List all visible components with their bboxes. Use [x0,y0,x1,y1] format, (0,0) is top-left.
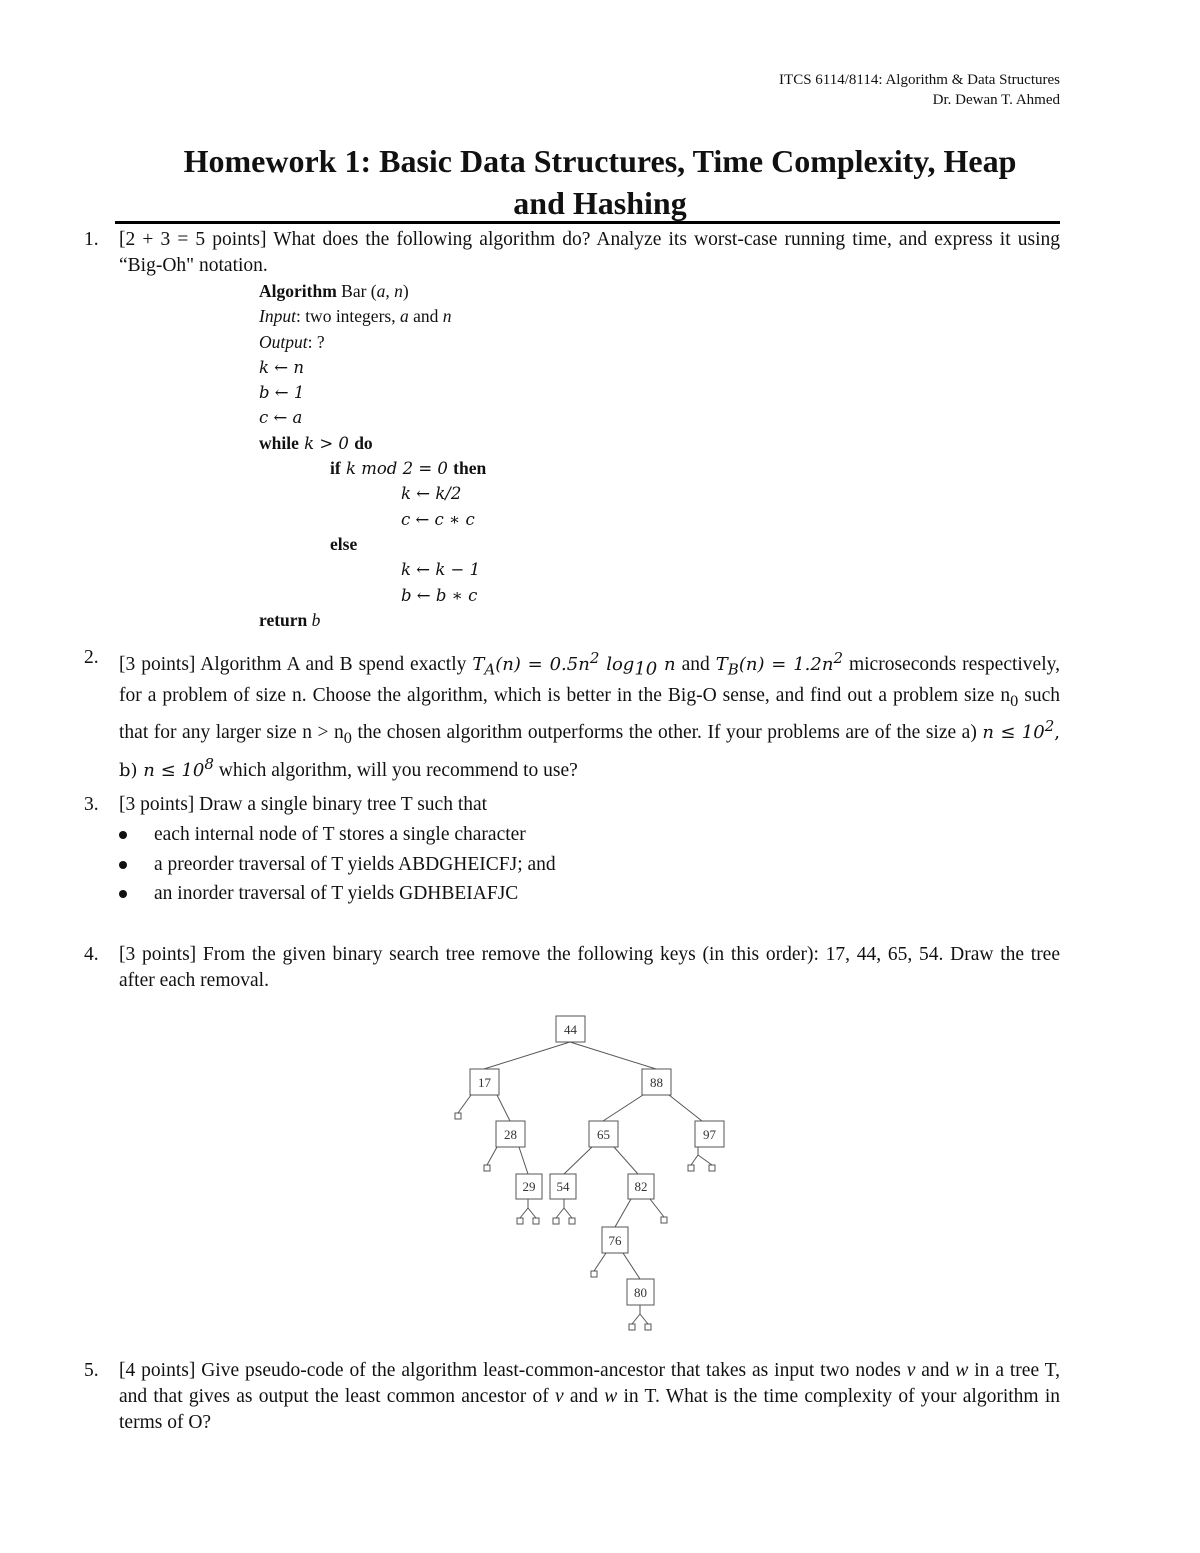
alg-line-7: b ← b ∗ c [401,585,478,605]
question-number: 2. [84,647,99,668]
alg-line-6: k ← k − 1 [401,560,481,580]
question-number: 1. [84,229,99,250]
tree-key-29: 29 [522,1179,536,1194]
question-text: [3 points] Algorithm A and B spend exactly $T_A(n) = 0.5n^2$ $\log_{10} n$ and $T_B(n) = 1.2n^2$ microseconds respectively, for a problem of size n. Choose the algorithm, which is better in the Big-O sense, and find out a problem size $n_0$ such that for any larger size $n > n_0$ the chosen algorithm outperforms the other. If your problems are of the size a) $n \le 10^2$, b) $n \le 10^8$ which algorithm, will you recommend to use? [119,649,1060,782]
tree-key-28: 28 [504,1127,517,1142]
list-item: an inorder traversal of T yields GDHBEIAFJC [119,879,1060,909]
bullet-icon [119,831,127,839]
question-text: [2 + 3 = 5 points] What does the following algorithm do? Analyze its worst-case running time, and express it using “Big-Oh" notation. [119,229,1060,276]
instructor-name: Dr. Dewan T. Ahmed [932,92,1060,108]
alg-while: while k > 0 do [259,432,373,453]
formula-size-a: $n \le 10^2$ [982,717,1055,744]
tree-key-54: 54 [556,1179,570,1194]
bullet-icon [119,861,127,869]
question-number: 3. [84,794,99,815]
question-number: 5. [84,1360,99,1381]
page-header [779,70,1060,110]
list-item: each internal node of T stores a single character [119,820,1060,850]
question-2 [84,645,1060,784]
formula-size-b: $n \le 10^8$ [143,755,214,782]
question-5 [84,1358,1060,1436]
tree-key-17: 17 [478,1075,491,1090]
tree-key-65: 65 [597,1127,610,1142]
bullet-icon [119,890,127,898]
tree-key-82: 82 [634,1179,648,1194]
alg-line-1: k ← n [259,357,304,377]
bullet-list [84,820,1060,909]
question-4 [84,942,1060,994]
title-line-2: and Hashing [513,185,687,221]
tree-key-97: 97 [703,1127,716,1142]
alg-if: if k mod 2 = 0 then [330,458,487,479]
alg-signature: Algorithm Bar (a, n) [259,281,409,301]
binary-search-tree-diagram [440,1010,740,1340]
title-rule [115,221,1060,224]
question-text: [3 points] From the given binary search tree remove the following keys (in this order): 17, 44, 65, 54. Draw the tree after each removal. [119,944,1060,991]
alg-else: else [330,533,358,554]
alg-line-3: c ← a [259,408,303,428]
question-1 [84,227,1060,279]
tree-key-80: 80 [634,1285,647,1300]
alg-return: return b [259,609,321,630]
list-item: a preorder traversal of T yields ABDGHEICFJ; and [119,850,1060,880]
question-text: [4 points] Give pseudo-code of the algorithm least-common-ancestor that takes as input two nodes v and w in a tree T, and that gives as output the least common ancestor of v and w in T. What is the time complexity of your algorithm in terms of O? [119,1360,1061,1433]
question-number: 4. [84,944,99,965]
algorithm-bar [259,279,486,633]
title-line-1: Homework 1: Basic Data Structures, Time Complexity, Heap [183,143,1017,179]
page-title [100,140,1100,224]
question-3 [84,792,1060,909]
tree-key-88: 88 [650,1075,663,1090]
alg-line-4: k ← k/2 [401,484,462,504]
alg-output: Output: ? [259,331,325,352]
alg-input: Input: two integers, a and n [259,306,452,327]
formula-tb: $T_B(n) = 1.2n^2$ [715,649,843,679]
tree-key-44: 44 [564,1022,577,1037]
tree-key-76: 76 [608,1233,622,1248]
alg-line-5: c ← c ∗ c [401,509,475,529]
formula-ta: $T_A(n) = 0.5n^2$ $\log_{10} n$ [472,649,676,680]
question-text: [3 points] Draw a single binary tree T such that [119,794,488,815]
course-name: ITCS 6114/8114: Algorithm & Data Structures [779,72,1060,88]
alg-line-2: b ← 1 [259,383,305,403]
